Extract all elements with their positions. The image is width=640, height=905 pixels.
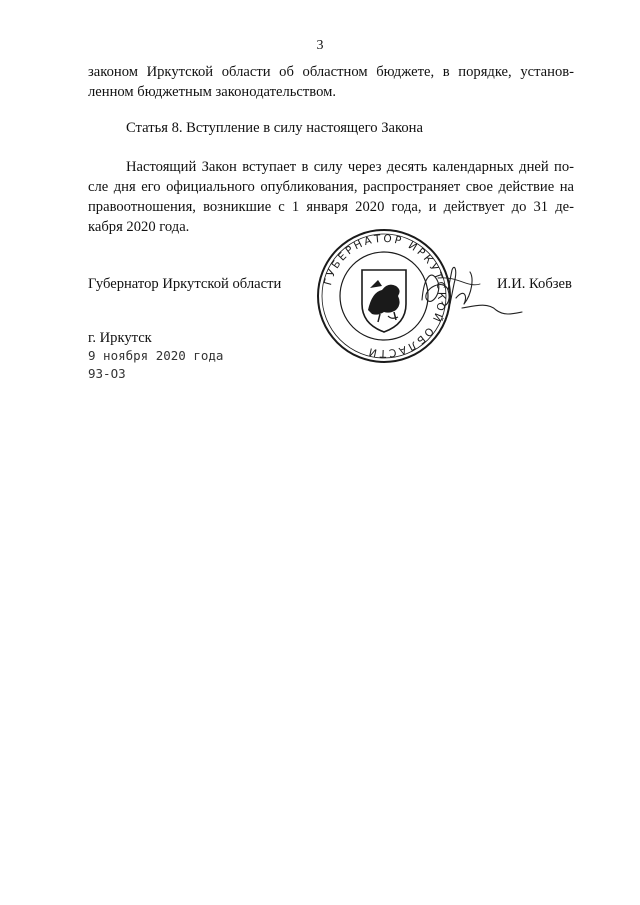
signer-name: И.И. Кобзев <box>497 276 572 292</box>
signing-city: г. Иркутск <box>88 330 152 346</box>
paragraph-line: законом Иркутской области об областном бюджете, в порядке, установ- <box>88 64 574 80</box>
paragraph-line: Настоящий Закон вступает в силу через десять календарных дней по- <box>126 159 574 175</box>
paragraph-budget-reference <box>88 62 574 102</box>
article-heading: Статья 8. Вступление в силу настоящего Закона <box>126 120 423 136</box>
paragraph-line: ленном бюджетным законодательством. <box>88 84 336 100</box>
coat-of-arms-icon <box>362 270 406 332</box>
page-number: 3 <box>316 38 324 53</box>
paragraph-line: правоотношения, возникшие с 1 января 2020 года, и действует до 31 де- <box>88 199 574 215</box>
paragraph-line: сле дня его официального опубликования, распространяет свое действие на <box>88 179 574 195</box>
law-number: 93-ОЗ <box>88 366 126 381</box>
seal-text: ГУБЕРНАТОР ИРКУТСКОЙ ОБЛАСТИ <box>322 232 448 360</box>
signer-position: Губернатор Иркутской области <box>88 276 282 292</box>
law-date: 9 ноября 2020 года <box>88 348 224 363</box>
paragraph-line: кабря 2020 года. <box>88 219 190 235</box>
paragraph-entry-into-force <box>88 157 574 237</box>
